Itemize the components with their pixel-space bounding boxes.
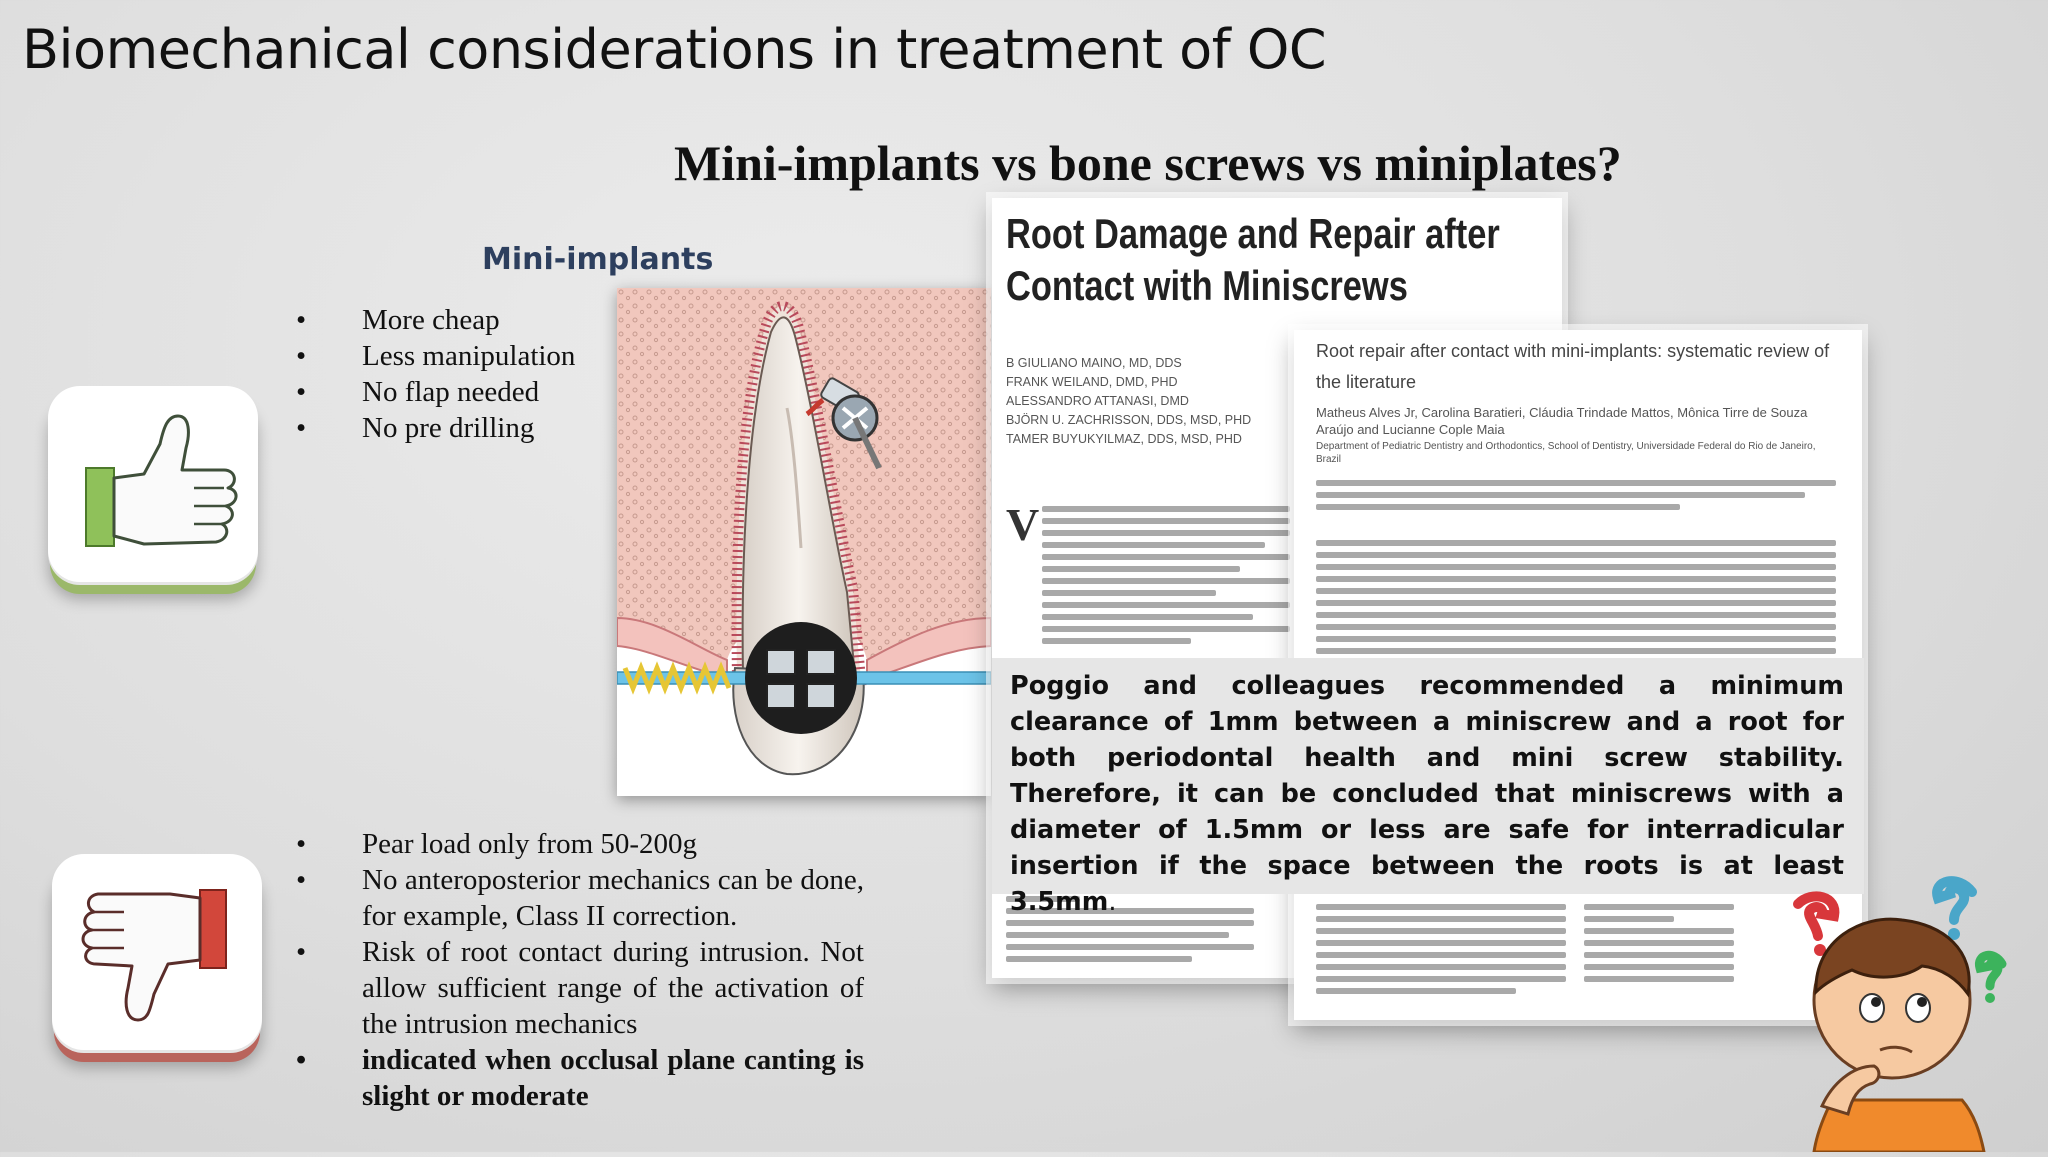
article-abstract <box>1316 540 1836 672</box>
mini-implant-tooth-diagram <box>617 288 991 796</box>
thumbs-up-card <box>48 386 258 582</box>
list-item: • Pear load only from 50-200g <box>296 828 698 860</box>
thinking-boy-illustration <box>1762 870 2048 1152</box>
article-authors: B GIULIANO MAINO, MD, DDS FRANK WEILAND, DMD, PHD ALESSANDRO ATTANASI, DMD BJÖRN U. ZACHRISSON, DDS, MSD, PHD TAMER BUYUKYILMAZ, DDS, MSD, PHD <box>1006 356 1252 446</box>
cons-list <box>296 826 864 1114</box>
quote-text: Poggio and colleagues recommended a minimum clearance of 1mm between a miniscrew and a root for both periodontal health and mini screw stability. Therefore, it can be concluded that miniscrews with a diameter of 1.5mm or less are safe for interradicular insertion if the space between the roots is at least 3.5mm <box>1010 671 1844 917</box>
list-item: • Less manipulation <box>296 340 576 372</box>
article-correspondence <box>1316 480 1836 516</box>
slide-title: Biomechanical considerations in treatment of OC <box>22 18 1327 81</box>
thumbs-down-card <box>52 854 262 1050</box>
article-authors: Matheus Alves Jr, Carolina Baratieri, Cláudia Trindade Mattos, Mônica Tirre de Souza Araújo and Lucianne Cople Maia Department of Pediatric Dentistry and Orthodontics, School of Dentistry, Universidade Federal do Rio de Janeiro, Brazil <box>1316 405 1816 465</box>
article-body-text <box>1042 506 1290 650</box>
thinking-boy-icon <box>1762 870 2048 1152</box>
article-body-right <box>1584 904 1734 988</box>
thumbs-down-icon <box>52 854 262 1050</box>
mini-implants-heading: Mini-implants <box>482 242 714 277</box>
list-item: • No flap needed <box>296 376 540 408</box>
list-item: • No pre drilling <box>296 412 535 444</box>
article-title: Root repair after contact with mini-implants: systematic review of the literature <box>1316 341 1830 392</box>
drop-cap: V <box>1006 499 1040 550</box>
article-title: Root Damage and Repair after Contact with Miniscrews <box>1006 210 1500 309</box>
list-item: • No anteroposterior mechanics can be done, for example, Class II correction. <box>296 864 864 932</box>
list-item-emphasis: • indicated when occlusal plane canting is slight or moderate <box>296 1044 864 1112</box>
list-item: • More cheap <box>296 304 500 336</box>
thumbs-up-icon <box>48 386 258 582</box>
quote-box: Poggio and colleagues recommended a minimum clearance of 1mm between a miniscrew and a root for both periodontal health and mini screw stability. Therefore, it can be concluded that miniscrews with a diameter of 1.5mm or less are safe for interradicular insertion if the space between the roots is at least 3.5mm. <box>992 658 1864 894</box>
article-body-left <box>1316 904 1566 1000</box>
slide-subtitle: Mini-implants vs bone screws vs miniplates? <box>674 135 1622 191</box>
list-item: • Risk of root contact during intrusion. Not allow sufficient range of the activation of the intrusion mechanics <box>296 936 864 1040</box>
tooth-illustration <box>617 288 991 796</box>
